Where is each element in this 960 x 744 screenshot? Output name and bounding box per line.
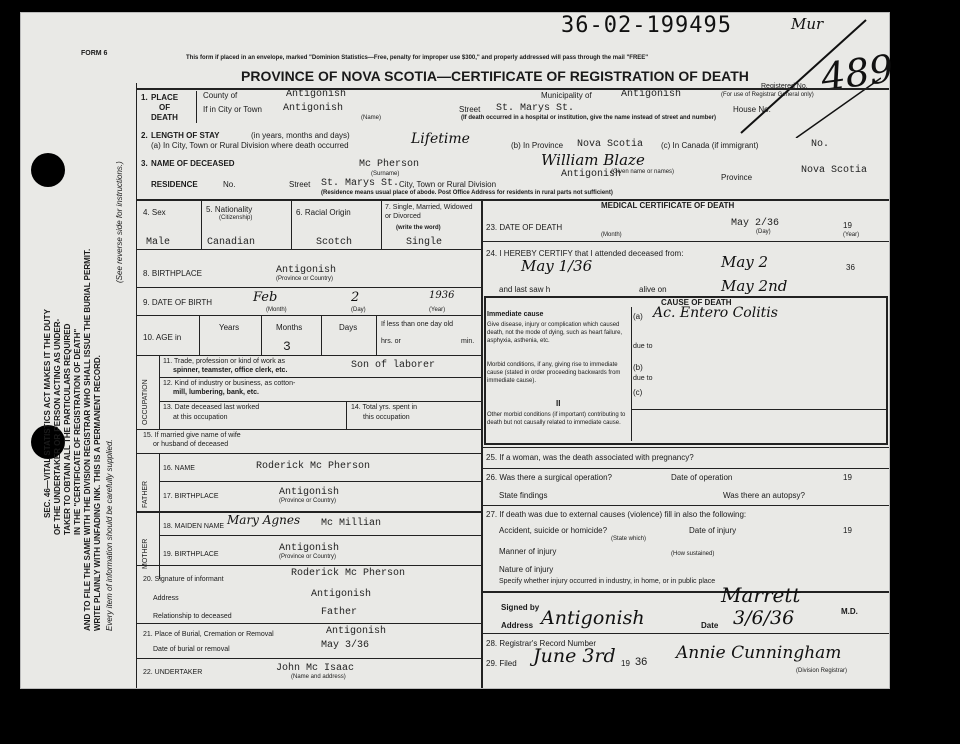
mother-side-label: MOTHER — [142, 538, 149, 569]
rule-16 — [136, 453, 481, 454]
other-conditions-label: Other morbid conditions (if important) contributing to death but not causally related to immediate cause. — [487, 412, 626, 426]
statute-line-7: Every item of information should be carefully supplied. — [105, 439, 114, 631]
relationship-label: Relationship to deceased — [153, 613, 232, 620]
statute-line-2: OF THE UNDERTAKER OR PERSON ACTING AS UNDER- — [53, 318, 62, 535]
sex-label: 4. Sex — [143, 208, 166, 217]
res-street-value: St. Marys St. — [321, 178, 400, 189]
md-label: M.D. — [841, 607, 858, 616]
min-label: min. — [461, 338, 475, 345]
q24-label: 24. I HEREBY CERTIFY that I attended deceased from: — [486, 249, 684, 258]
immediate-desc: Give disease, injury or complication which caused death, not the mode of dying, such as heart failure, asphyxia, asthenia, etc. — [487, 322, 623, 344]
years-label: Years — [219, 323, 240, 332]
filed-date: June 3rd — [533, 645, 616, 667]
nationality-value: Canadian — [207, 237, 256, 248]
q14-label: 14. Total yrs. spent in — [351, 404, 418, 411]
q23-label: 23. DATE OF DEATH — [486, 223, 563, 232]
q28-label: 28. Registrar's Record Number — [486, 639, 597, 648]
less-than-day-label: If less than one day old — [381, 321, 453, 328]
q13-label: 13. Date deceased last worked — [163, 404, 260, 411]
op-date-label: Date of operation — [671, 473, 733, 482]
q19-label: 19. BIRTHPLACE — [163, 551, 219, 558]
father-prov-note: (Province or Country) — [279, 498, 337, 504]
stay-a-label: (a) In City, Town or Rural Division where death occurred — [151, 141, 349, 150]
county-value: Antigonish — [286, 89, 347, 100]
punch-hole-top — [31, 153, 65, 187]
envelope-notice: This form if placed in an envelope, marked "Dominion Statistics—Free, penalty for improper use $300," and properly addressed will pass through the mail "FREE" — [186, 55, 649, 61]
injury-year-prefix: 19 — [843, 526, 852, 535]
mother-birthplace: Antigonish — [279, 543, 340, 554]
residence-note: (Residence means usual place of abode. Post Office Address for residents in rural parts not sufficient) — [321, 190, 613, 196]
rule-20 — [136, 565, 481, 566]
col-div-2 — [291, 199, 292, 249]
attended-to: May 2 — [721, 253, 769, 271]
col-div-1 — [201, 199, 202, 249]
dob-month-note: (Month) — [266, 307, 287, 313]
age-div-3 — [321, 315, 322, 355]
street-value: St. Marys St. — [496, 103, 575, 114]
attended-from: May 1/36 — [521, 257, 593, 275]
immediate-label: Immediate cause — [487, 311, 544, 318]
section-rule — [136, 199, 889, 201]
accident-label: Accident, suicide or homicide? — [499, 526, 608, 535]
mother-given-name: Mary Agnes — [227, 513, 301, 527]
dob-month: Feb — [253, 290, 278, 305]
undertaker-note: (Name and address) — [291, 674, 346, 680]
deceased-surname: Mc Pherson — [359, 159, 420, 170]
sign-address-label: Address — [501, 621, 534, 630]
informant-address-label: Address — [153, 595, 179, 602]
surname-note: (Surname) — [371, 171, 400, 177]
sign-address-value: Antigonish — [541, 607, 645, 629]
signed-label: Signed by — [501, 603, 540, 612]
house-label: House No. — [733, 105, 771, 114]
dob-year: 1936 — [429, 290, 455, 301]
marital-note: (write the word) — [396, 225, 441, 231]
cause-c-label: (c) — [633, 388, 643, 397]
stay-label: LENGTH OF STAY — [151, 131, 220, 140]
q18-label: 18. MAIDEN NAME — [163, 523, 225, 530]
birthplace-note: (Province or Country) — [276, 276, 334, 282]
filed-year-prefix: 19 — [621, 659, 630, 668]
death-month-note: (Month) — [601, 232, 622, 238]
res-no-label: No. — [223, 180, 236, 189]
last-saw-value: May 2nd — [721, 277, 788, 295]
name-note: (Name) — [361, 115, 382, 121]
deceased-given: William Blaze — [541, 151, 645, 169]
death-year-note: (Year) — [843, 232, 860, 238]
place-num: 1. — [141, 93, 148, 102]
due-to-1: due to — [633, 343, 653, 350]
statute-line-8: (See reverse side for instructions.) — [115, 161, 124, 283]
undertaker-value: John Mc Isaac — [276, 663, 355, 674]
birthplace-value: Antigonish — [276, 265, 337, 276]
res-city-label: City, Town or Rural Division — [399, 180, 497, 189]
medical-heading: MEDICAL CERTIFICATE OF DEATH — [601, 201, 735, 210]
place-divider — [196, 91, 197, 123]
q27-label: 27. If death was due to external causes (violence) fill in also the following: — [486, 510, 747, 519]
deceased-num: 3. — [141, 159, 148, 168]
death-date: May 2/36 — [731, 218, 780, 229]
age-div-2 — [261, 315, 262, 355]
relationship-value: Father — [321, 607, 358, 618]
q12-label: 12. Kind of industry or business, as cotton- — [163, 380, 296, 387]
rule-26 — [481, 468, 889, 469]
cause-heading: CAUSE OF DEATH — [661, 298, 732, 307]
col-div-3 — [381, 199, 382, 249]
q15-label: 15. If married give name of wife — [143, 432, 241, 439]
residence-label: RESIDENCE — [151, 180, 198, 189]
res-province-value: Nova Scotia — [801, 165, 868, 176]
autopsy-label: Was there an autopsy? — [723, 491, 805, 500]
registration-stamp: 36-02-199495 — [561, 13, 732, 38]
middle-divider — [481, 199, 483, 688]
page-title: PROVINCE OF NOVA SCOTIA—CERTIFICATE OF REGISTRATION OF DEATH — [241, 68, 749, 84]
q26-label: 26. Was there a surgical operation? — [486, 473, 612, 482]
dob-label: 9. DATE OF BIRTH — [143, 298, 213, 307]
manner-label: Manner of injury — [499, 547, 557, 556]
death-year-prefix: 19 — [843, 221, 852, 230]
rule-12 — [159, 377, 481, 378]
stay-b-value: Nova Scotia — [577, 139, 644, 150]
age-div-1 — [199, 315, 200, 355]
occupation-side-label: OCCUPATION — [142, 379, 149, 425]
mother-maiden-name: Mc Millian — [321, 518, 382, 529]
immediate-cause-value: Ac. Entero Colitis — [653, 305, 778, 321]
res-street-label: Street — [289, 180, 311, 189]
place-label-2: OF — [159, 103, 171, 112]
rule-25 — [481, 447, 889, 448]
statute-line-5: AND TO FILE THE SAME WITH THE DIVISION REGISTRAR WHO SHALL ISSUE THE BURIAL PERMIT. — [83, 248, 92, 631]
state-which-note: (State which) — [611, 536, 647, 542]
statute-line-6: WRITE PLAINLY WITH UNFADING INK. THIS IS A PERMANENT RECORD. — [93, 355, 102, 631]
stay-c-label: (c) In Canada (if immigrant) — [661, 141, 759, 150]
q25-label: 25. If a woman, was the death associated with pregnancy? — [486, 453, 694, 462]
age-div-4 — [376, 315, 377, 355]
q29-label: 29. Filed — [486, 659, 517, 668]
municipality-value: Antigonish — [621, 89, 682, 100]
given-note: (Given name or names) — [611, 169, 675, 175]
q12b-label: mill, lumbering, bank, etc. — [173, 389, 259, 396]
cause-b-label: (b) — [633, 363, 643, 372]
q11-label: 11. Trade, profession or kind of work as — [163, 358, 286, 365]
stay-num: 2. — [141, 131, 148, 140]
age-months-value: 3 — [283, 339, 291, 354]
city-value: Antigonish — [283, 103, 344, 114]
rule-18 — [136, 511, 481, 513]
registrar-signature: Annie Cunningham — [676, 643, 842, 663]
left-border — [136, 83, 137, 688]
rule-13 — [159, 401, 481, 402]
q11-value: Son of laborer — [351, 360, 436, 371]
alive-on-label: alive on — [639, 285, 667, 294]
q11b-label: spinner, teamster, office clerk, etc. — [173, 367, 288, 374]
rule-28 — [481, 633, 889, 634]
op-year-prefix: 19 — [843, 473, 852, 482]
stamp-suffix: Mur — [791, 15, 824, 33]
dob-day: 2 — [351, 290, 360, 305]
rule-27 — [481, 505, 889, 506]
how-sustained-note: (How sustained) — [671, 551, 715, 557]
rule-24 — [481, 241, 889, 242]
rule-11 — [136, 355, 481, 356]
stay-units: (in years, months and days) — [251, 131, 350, 140]
top-rule — [136, 88, 889, 90]
rule-22 — [136, 658, 481, 659]
state-findings-label: State findings — [499, 491, 548, 500]
last-saw-label: and last saw h — [499, 285, 551, 294]
registered-no-value: 489 — [818, 46, 897, 100]
cause-divider — [631, 307, 632, 441]
marital-label: 7. Single, Married, Widowed or Divorced — [385, 204, 473, 220]
sign-date-label: Date — [701, 621, 719, 630]
city-label: If in City or Town — [203, 105, 262, 114]
rule-9 — [136, 287, 481, 288]
hospital-note: (If death occurred in a hospital or institution, give the name instead of street and number) — [461, 115, 717, 121]
stay-b-label: (b) In Province — [511, 141, 564, 150]
informant-address: Antigonish — [311, 589, 372, 600]
q22-label: 22. UNDERTAKER — [143, 669, 203, 676]
informant-value: Roderick Mc Pherson — [291, 568, 406, 579]
due-to-2: due to — [633, 375, 653, 382]
q16-label: 16. NAME — [163, 465, 195, 472]
death-day-note: (Day) — [756, 229, 771, 235]
q13-div — [346, 401, 347, 429]
municipality-label: Municipality of — [541, 91, 592, 100]
rule-19 — [159, 535, 481, 536]
rule-sign — [481, 591, 889, 593]
registered-no-label: Registered No. — [761, 83, 808, 90]
rule-10 — [136, 315, 481, 316]
q17-label: 17. BIRTHPLACE — [163, 493, 219, 500]
dob-day-note: (Day) — [351, 307, 366, 313]
stay-a-value: Lifetime — [411, 131, 470, 147]
q20-label: 20. Signature of informant — [143, 576, 224, 583]
nationality-label: 5. Nationality — [206, 205, 253, 214]
filed-year: 36 — [635, 656, 648, 668]
nature-label: Nature of injury — [499, 565, 554, 574]
q14b-label: this occupation — [363, 414, 410, 421]
q21-label: 21. Place of Burial, Cremation or Removal — [143, 631, 274, 638]
dob-year-note: (Year) — [429, 307, 446, 313]
burial-date: May 3/36 — [321, 640, 370, 651]
attended-year: 36 — [846, 263, 855, 272]
place-label-1: PLACE — [151, 93, 179, 102]
burial-date-label: Date of burial or removal — [153, 646, 230, 653]
roman-ii: II — [556, 399, 561, 408]
q13b-label: at this occupation — [173, 414, 228, 421]
age-label: 10. AGE in — [143, 333, 182, 342]
months-label: Months — [276, 323, 303, 332]
injury-date-label: Date of injury — [689, 526, 737, 535]
burial-place: Antigonish — [326, 626, 387, 637]
racial-label: 6. Racial Origin — [296, 208, 351, 217]
res-city-value: Antigonish — [561, 169, 622, 180]
street-label: Street — [459, 105, 481, 114]
sex-value: Male — [146, 237, 171, 248]
sign-date-value: 3/6/36 — [733, 607, 795, 629]
place-label-3: DEATH — [151, 113, 178, 122]
stay-c-value: No. — [811, 139, 830, 150]
birthplace-label: 8. BIRTHPLACE — [143, 269, 202, 278]
father-birthplace: Antigonish — [279, 487, 340, 498]
res-province-label: Province — [721, 173, 753, 182]
cause-ii-rule — [631, 409, 886, 410]
q15b-label: or husband of deceased — [153, 441, 229, 448]
rule-8 — [136, 249, 481, 250]
county-label: County of — [203, 91, 238, 100]
parents-div — [159, 453, 160, 579]
signer-signature: Marrett — [721, 583, 801, 607]
marital-value: Single — [406, 237, 443, 248]
mother-prov-note: (Province or Country) — [279, 554, 337, 560]
rule-21 — [136, 623, 481, 624]
nationality-note: (Citizenship) — [219, 215, 253, 221]
registered-no-note: (For use of Registrar General only) — [721, 92, 814, 98]
rule-17 — [159, 481, 481, 482]
morbid-label: Morbid conditions, if any, giving rise to immediate cause (stated in order proceeding backwards from immediate cause). — [487, 362, 621, 384]
racial-value: Scotch — [316, 237, 353, 248]
deceased-label: NAME OF DECEASED — [151, 159, 235, 168]
statute-line-3: TAKER TO OBTAIN ALL THE PARTICULARS REQUIRED — [63, 323, 72, 535]
father-name: Roderick Mc Pherson — [256, 461, 371, 472]
rule-15 — [136, 429, 481, 430]
specify-label: Specify whether injury occurred in industry, in home, or in public place — [499, 578, 716, 585]
form-label: FORM 6 — [81, 50, 108, 57]
father-side-label: FATHER — [142, 480, 149, 508]
hrs-label: hrs. or — [381, 338, 401, 345]
occ-div — [159, 355, 160, 429]
statute-line-4: IN THE "CERTIFICATE OF REGISTRATION OF DEATH" — [73, 328, 82, 535]
statute-line-1: SEC. 46—VITAL STATISTICS ACT MAKES IT THE DUTY — [43, 309, 52, 518]
registrar-note: (Division Registrar) — [796, 668, 848, 674]
death-certificate: SEC. 46—VITAL STATISTICS ACT MAKES IT THE DUTY OF THE UNDERTAKER OR PERSON ACTING AS UNDER- TAKER TO OBTAIN ALL THE PARTICULARS REQUIRED IN THE "CERTIFICATE OF REGISTRATION OF DEATH" AND TO FILE THE SAME WITH THE DIVISION REGISTRAR WHO SHALL ISSUE THE BURIAL PERMIT. WRITE PLAINLY WITH UNFADING INK. THIS IS A PERMANENT RECORD. Every item of information should be carefully supplied. (See reverse side for instructions.) 36-02-199495 Mur 489 FORM 6 This form if placed in an envelope, marked "Dominion Statistics—Free, penalty for improper use $300," and properly addressed will pass through the mail "FREE" PROVINCE OF NOVA SCOTIA—CERTIFICATE OF REGISTRATION OF DEATH Registered No. (For use of Registrar General only) 1. PLACE OF DEATH County of Antigonish Municipality of Antigonish If in City or Town Antigonish (Name) Street St. Marys St. House No. (If death occurred in a hospital or institution, give the name instead of street and number) 2. LENGTH OF STAY (in years, months and days) (a) In City, Town or Rural Division where death occurred Lifetime (b) In Province Nova Scotia (c) In Canada (if immigrant) No. 3. NAME OF DECEASED Mc Pherson (Surname) William Blaze (Given name or names) RESIDENCE No. Street St. Marys St. City, Town or Rural Division Antigonish Province Nova Scotia (Residence means usual place of abode. Post Office Address for residents in rural parts not sufficient) 4. Sex Male 5. Nationality (Citizenship) Canadian 6. Racial Origin Scotch 7. Single, Married, Widowed or Divorced (write the word) Single 8. BIRTHPLACE Antigonish (Province or Country) 9. DATE OF BIRTH Feb 2 1936 (Month) (Day) (Year) 10. AGE in Years Months 3 Days If less than one day old hrs. or min. OCCUPATION 11. Trade, profession or kind of work as spinner, teamster, office clerk, etc. Son of laborer 12. Kind of industry or business, as cotton- mill, lumbering, bank, etc. 13. Date deceased last worked at this occupation 14. Total yrs. spent in this occupation 15. If married give name of wife or husband of deceased FATHER MOTHER 16. NAME Roderick Mc Pherson 17. BIRTHPLACE Antigonish (Province or Country) 18. MAIDEN NAME Mary Agnes Mc Millian 19. BIRTHPLACE Antigonish (Province or Country) 20. Signature of informant Roderick Mc Pherson Address Antigonish Relationship to deceased Father 21. Place of Burial, Cremation or Removal Antigonish Date of burial or removal May 3/36 22. UNDERTAKER John Mc Isaac (Name and address) MEDICAL CERTIFICATE OF DEATH 23. DATE OF DEATH May 2/36 19 (Month) (Day) (Year) 24. I HEREBY CERTIFY that I attended deceased from: May 1/36 May 2 36 and last saw h alive on May 2nd CAUSE OF DEATH Immediate cause Give disease, injury or complication which caused death, not the mode of dying, such as heart failure, asphyxia, asthenia, etc. (a) Ac. Entero Colitis due to Morbid conditions, if any, giving rise to immediate cause (stated in order proceeding backwards from immediate cause). (b) due to (c) II Other morbid conditions (if important) contributing to death but not causally related to immediate cause. 25. If a woman, was the death associated with pregnancy? 26. Was there a surgical operation? Date of operation 19 State findings Was there an autopsy? 27. If death was due to external causes (violence) fill in also the following: Accident, suicide or homicide? (State which) Date of injury 19 Manner of injury (How sustained) Nature of injury Specify whether injury occurred in industry, in home, or in public place Signed by Marrett M.D. Address Antigonish Date 3/6/36 28. Registrar's Record Number 29. Filed June 3rd 19 36 Annie Cunningham (Division Registrar) — [20, 12, 890, 689]
days-label: Days — [339, 323, 358, 332]
